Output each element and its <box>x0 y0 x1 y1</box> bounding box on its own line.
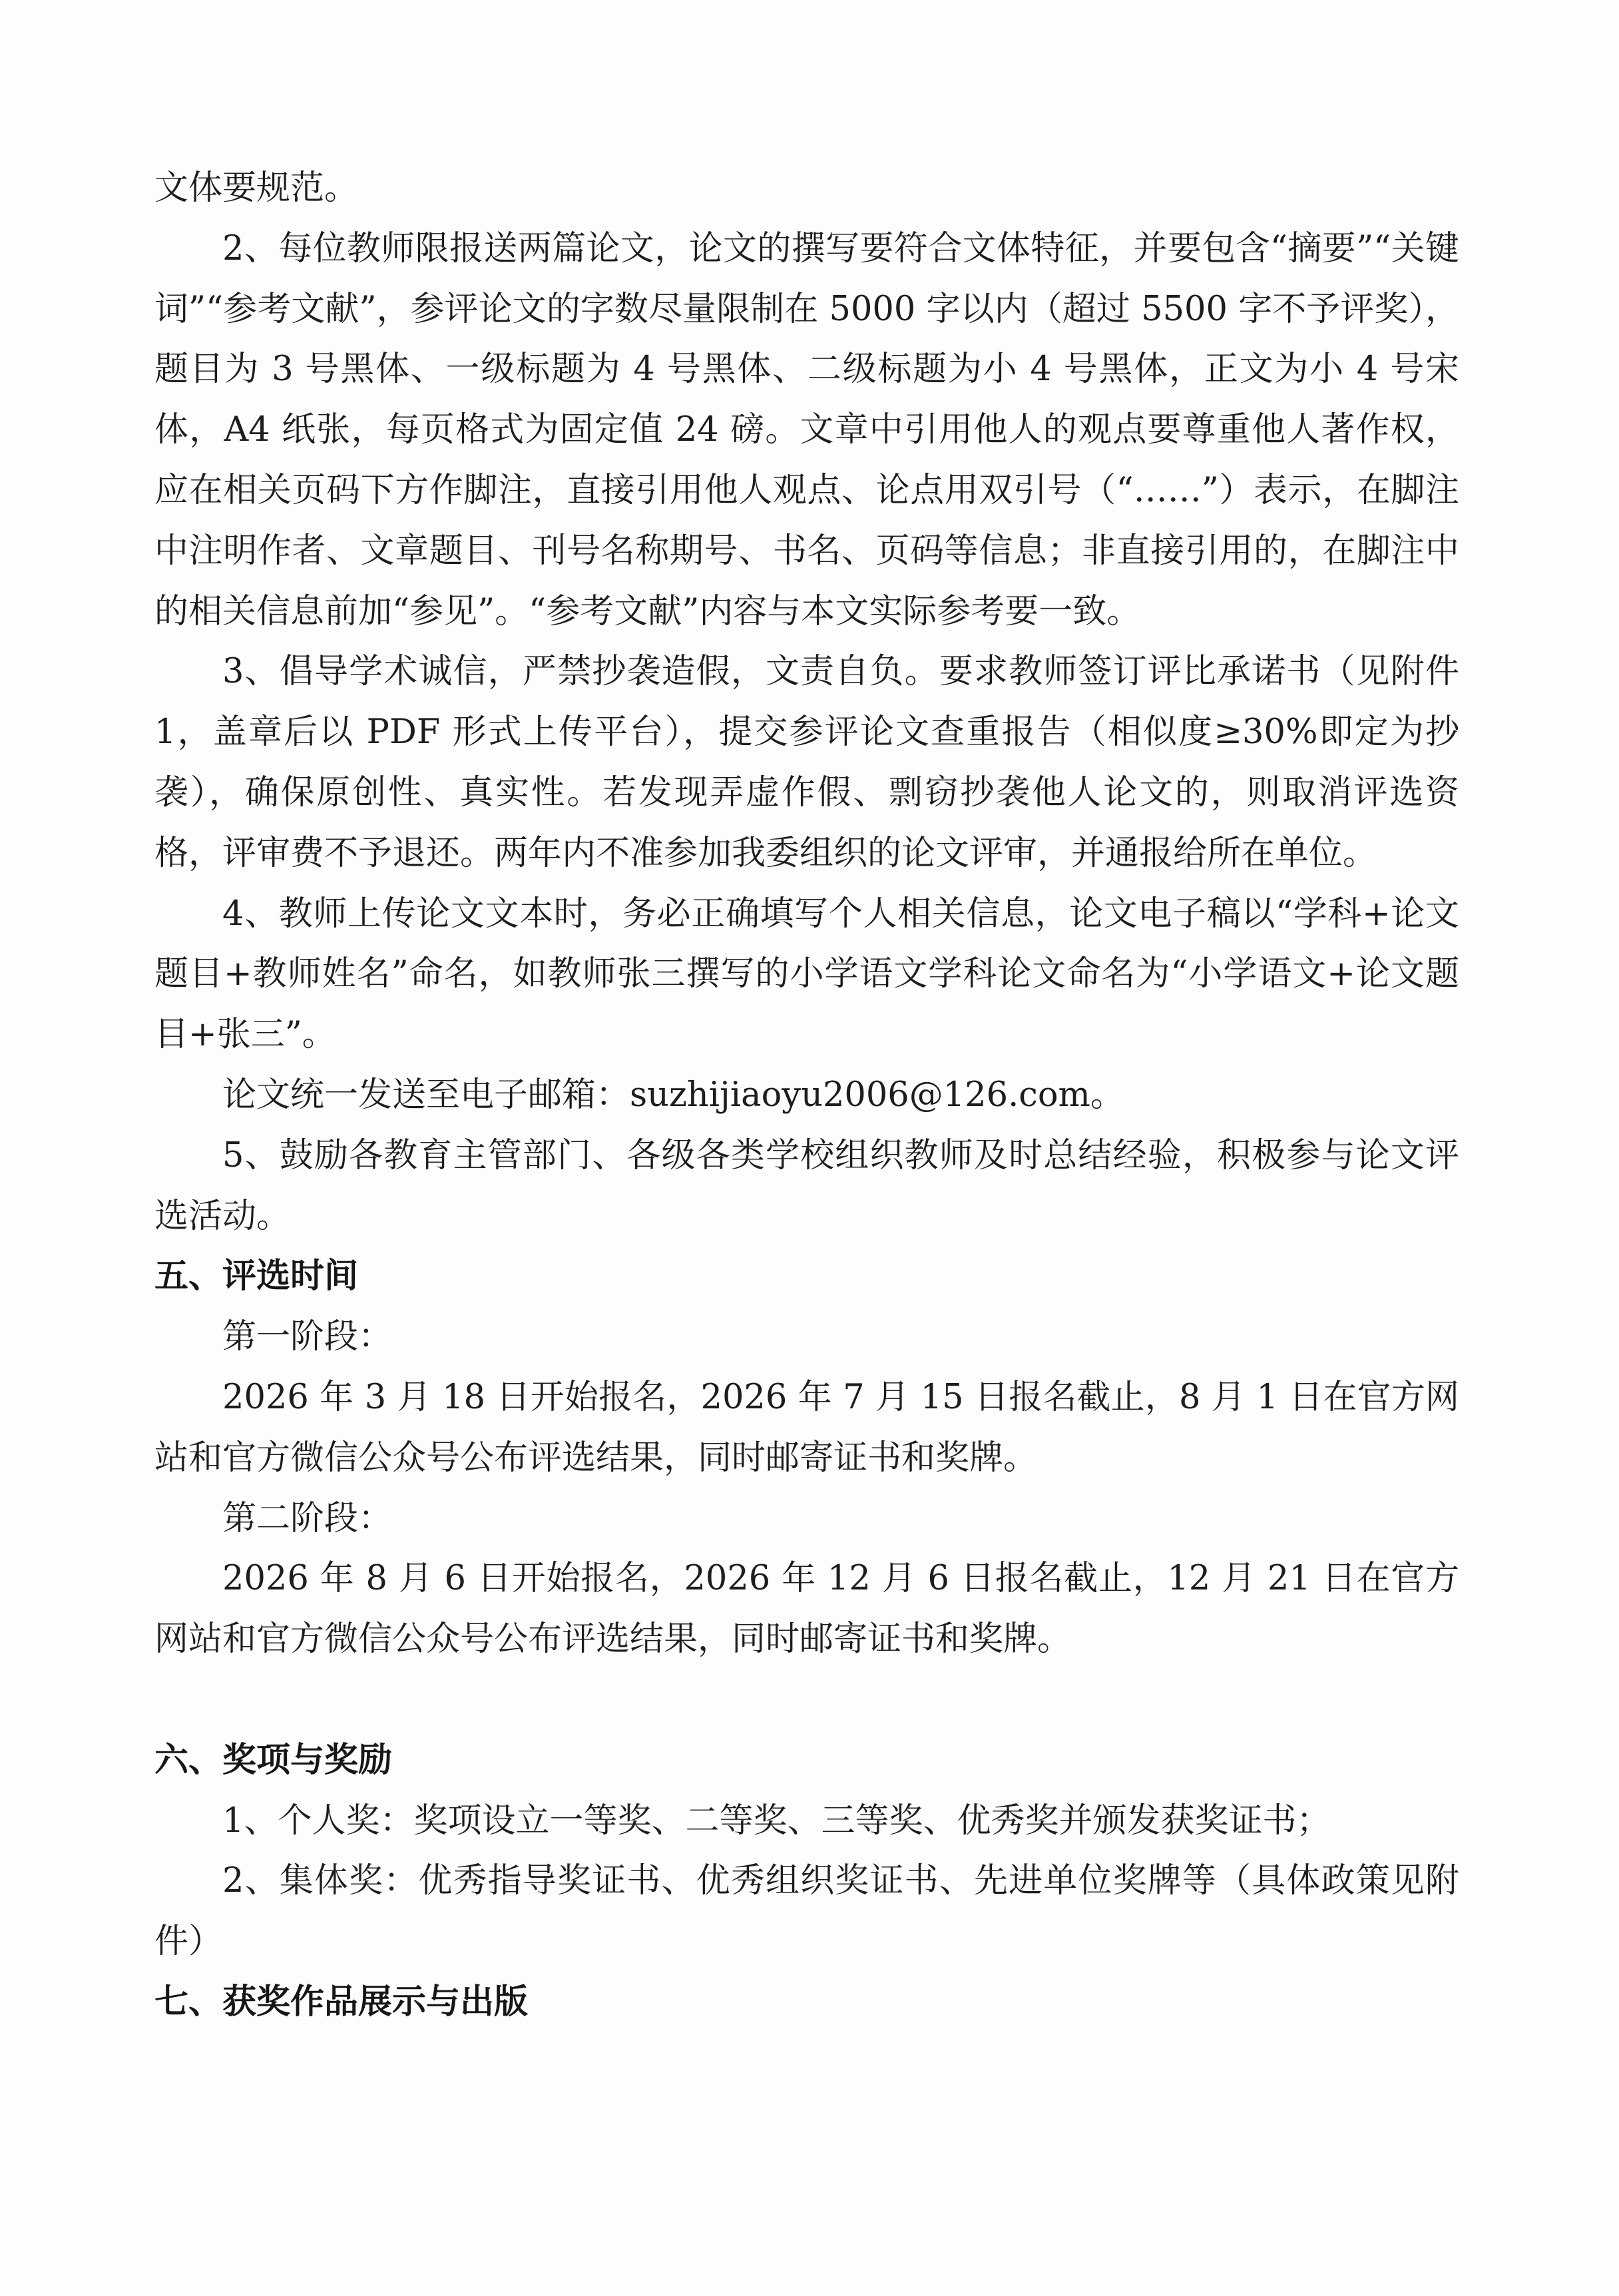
paragraph-group-award: 2、集体奖：优秀指导奖证书、优秀组织奖证书、先进单位奖牌等（具体政策见附件） <box>154 1861 1459 1962</box>
paragraph-item-5-encourage: 5、鼓励各教育主管部门、各级各类学校组织教师及时总结经验，积极参与论文评选活动。 <box>154 1135 1459 1236</box>
section-heading-schedule: 五、评选时间 <box>154 1257 359 1296</box>
paragraph-stage-one-dates: 2026 年 3 月 18 日开始报名，2026 年 7 月 15 日报名截止，8 月 1 日在官方网站和官方微信公众号公布评选结果，同时邮寄证书和奖牌。 <box>154 1377 1459 1478</box>
paragraph-item-2-format: 2、每位教师限报送两篇论文，论文的撰写要符合文体特征，并要包含“摘要”“关键词”“参考文献”，参评论文的字数尽量限制在 5000 字以内（超过 5500 字不予评奖），题目为 3 号黑体、一级标题为 4 号黑体、二级标题为小 4 号黑体，正文为小 4 号宋体，A4 纸张，每页格式为固定值 24 磅。文章中引用他人的观点要尊重他人著作权，应在相关页码下方作脚注，直接引用他人观点、论点用双引号（“……”）表示，在脚注中注明作者、文章题目、刊号名称期号、书名、页码等信息；非直接引用的，在脚注中的相关信息前加“参见”。“参考文献”内容与本文实际参考要一致。 <box>154 228 1459 631</box>
paragraph-stage-two-label: 第二阶段： <box>222 1498 393 1538</box>
paragraph-item-4-upload: 4、教师上传论文文本时，务必正确填写个人相关信息，论文电子稿以“学科+论文题目+教师姓名”命名，如教师张三撰写的小学语文学科论文命名为“小学语文+论文题目+张三”。 <box>154 894 1459 1055</box>
paragraph-stage-one-label: 第一阶段： <box>222 1317 393 1357</box>
paragraph-continuation: 文体要规范。 <box>154 168 359 208</box>
section-heading-awards: 六、奖项与奖励 <box>154 1740 393 1780</box>
paragraph-stage-two-dates: 2026 年 8 月 6 日开始报名，2026 年 12 月 6 日报名截止，12 月 21 日在官方网站和官方微信公众号公布评选结果，同时邮寄证书和奖牌。 <box>154 1559 1459 1659</box>
paragraph-individual-award: 1、个人奖：奖项设立一等奖、二等奖、三等奖、优秀奖并颁发获奖证书； <box>222 1801 1331 1841</box>
paragraph-email: 论文统一发送至电子邮箱：suzhijiaoyu2006@126.com。 <box>222 1075 1124 1115</box>
paragraph-item-3-integrity: 3、倡导学术诚信，严禁抄袭造假，文责自负。要求教师签订评比承诺书（见附件 1，盖章后以 PDF 形式上传平台），提交参评论文查重报告（相似度≥30%即定为抄袭），确保原创性、真实性。若发现弄虚作假、剽窃抄袭他人论文的，则取消评选资格，评审费不予退还。两年内不准参加我委组织的论文评审，并通报给所在单位。 <box>154 652 1459 873</box>
section-heading-publication: 七、获奖作品展示与出版 <box>154 1982 529 2022</box>
blank-line <box>154 1670 1459 1731</box>
document-body <box>154 158 1459 2033</box>
